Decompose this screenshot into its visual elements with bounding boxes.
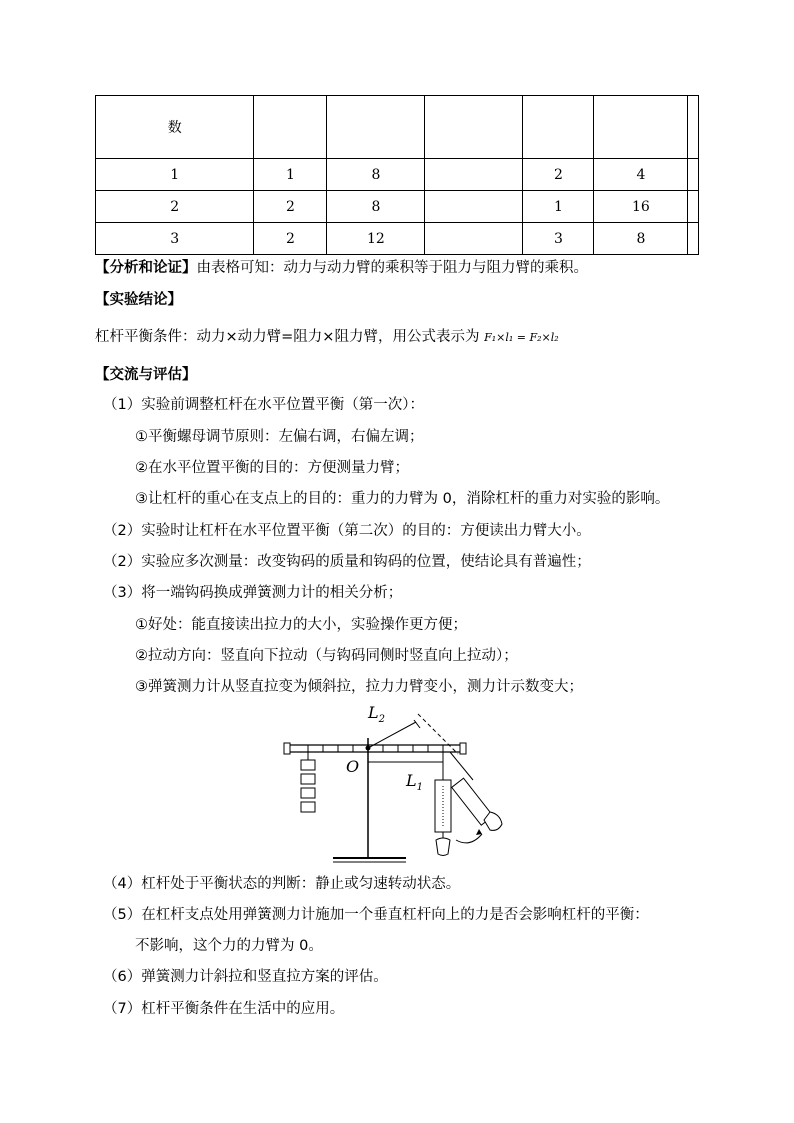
table-cell [688,223,699,255]
table-header-cell [688,96,699,159]
right-balance-nut [460,743,466,754]
evaluation-item: （5）在杠杆支点处用弹簧测力计施加一个垂直杠杆向上的力是否会影响杠杆的平衡： [103,907,649,923]
table-cell [425,159,523,191]
table-cell [688,159,699,191]
left-balance-nut [284,743,290,754]
force-action-line [418,714,458,754]
lever-experiment-figure [278,700,523,870]
table-cell: 8 [327,159,425,191]
table-header-row [96,96,699,159]
balance-formula: F₁×l₁ = F₂×l₂ [484,331,559,344]
table-header-cell [425,96,523,159]
analysis-text: 由表格可知：动力与动力臂的乘积等于阻力与阻力臂的乘积。 [196,260,588,276]
evaluation-subitem: ②在水平位置平衡的目的：方便测量力臂； [135,460,409,476]
hook-weight [301,802,315,812]
table-cell: 1 [254,159,327,191]
evaluation-item: （7）杠杆平衡条件在生活中的应用。 [103,1001,345,1017]
conclusion-paragraph [95,327,559,348]
vertical-spring-scale [435,780,451,832]
evaluation-item: （2）实验应多次测量：改变钩码的质量和钩码的位置，使结论具有普遍性； [103,554,591,570]
table-row [96,223,699,255]
table-cell: 16 [594,191,688,223]
table-cell [425,223,523,255]
table-row [96,191,699,223]
table-cell: 2 [254,223,327,255]
evaluation-subitem: ③让杠杆的重心在支点上的目的：重力的力臂为 0，消除杠杆的重力对实验的影响。 [135,491,670,507]
evaluation-item: （3）将一端钩码换成弹簧测力计的相关分析； [103,585,403,601]
table-cell: 8 [594,223,688,255]
rotation-arrow-head [476,829,482,835]
table-cell [425,191,523,223]
experiment-data-table [95,95,699,255]
table-header-cell [254,96,327,159]
table-cell: 3 [523,223,594,255]
table-header-cell [523,96,594,159]
table-row [96,159,699,191]
evaluation-heading: 【交流与评估】 [95,367,197,383]
table-cell: 3 [96,223,254,255]
evaluation-item: （6）弹簧测力计斜拉和竖直拉方案的评估。 [103,969,388,985]
evaluation-item: （4）杠杆处于平衡状态的判断：静止或匀速转动状态。 [103,876,461,892]
table-cell: 4 [594,159,688,191]
arm-L1-bracket [368,758,443,762]
table-cell: 12 [327,223,425,255]
analysis-paragraph [95,258,588,278]
evaluation-subitem: ①平衡螺母调节原则：左偏右调，右偏左调； [135,429,424,445]
table-cell: 2 [523,159,594,191]
conclusion-text: 杠杆平衡条件：动力×动力臂=阻力×阻力臂，用公式表示为 [95,329,480,345]
evaluation-subitem: ③弹簧测力计从竖直拉变为倾斜拉，拉力力臂变小，测力计示数变大； [135,679,583,695]
hook-weight [301,760,315,770]
table-header-cell: 数 [96,96,254,159]
hook-weight [301,788,315,798]
hook-weight [301,774,315,784]
arm-L2-tick [414,720,420,728]
evaluation-subitem: 不影响，这个力的力臂为 0。 [135,938,323,954]
hand-vertical [436,838,450,856]
tilted-scale-string [450,752,473,780]
table-cell: 8 [327,191,425,223]
table-cell: 1 [96,159,254,191]
evaluation-item: （1）实验前调整杠杆在水平位置平衡（第一次）： [103,397,424,413]
label-L2: $L_2$ [368,703,385,725]
table-cell: 2 [96,191,254,223]
table-header-cell [327,96,425,159]
arm-L2-line [368,722,416,748]
evaluation-subitem: ②拉动方向：竖直向下拉动（与钩码同侧时竖直向上拉动）； [135,648,518,664]
label-L1: $L_1$ [406,771,423,793]
conclusion-heading: 【实验结论】 [95,292,182,308]
table-cell: 2 [254,191,327,223]
table-cell: 1 [523,191,594,223]
table-header-cell [594,96,688,159]
evaluation-subitem: ①好处：能直接读出拉力的大小，实验操作更方便； [135,617,467,633]
label-O: O [346,757,360,776]
rotation-arrow [456,834,482,843]
analysis-heading: 【分析和论证】 [95,260,197,276]
evaluation-item: （2）实验时让杠杆在水平位置平衡（第二次）的目的：方便读出力臂大小。 [103,523,591,539]
table-cell [688,191,699,223]
